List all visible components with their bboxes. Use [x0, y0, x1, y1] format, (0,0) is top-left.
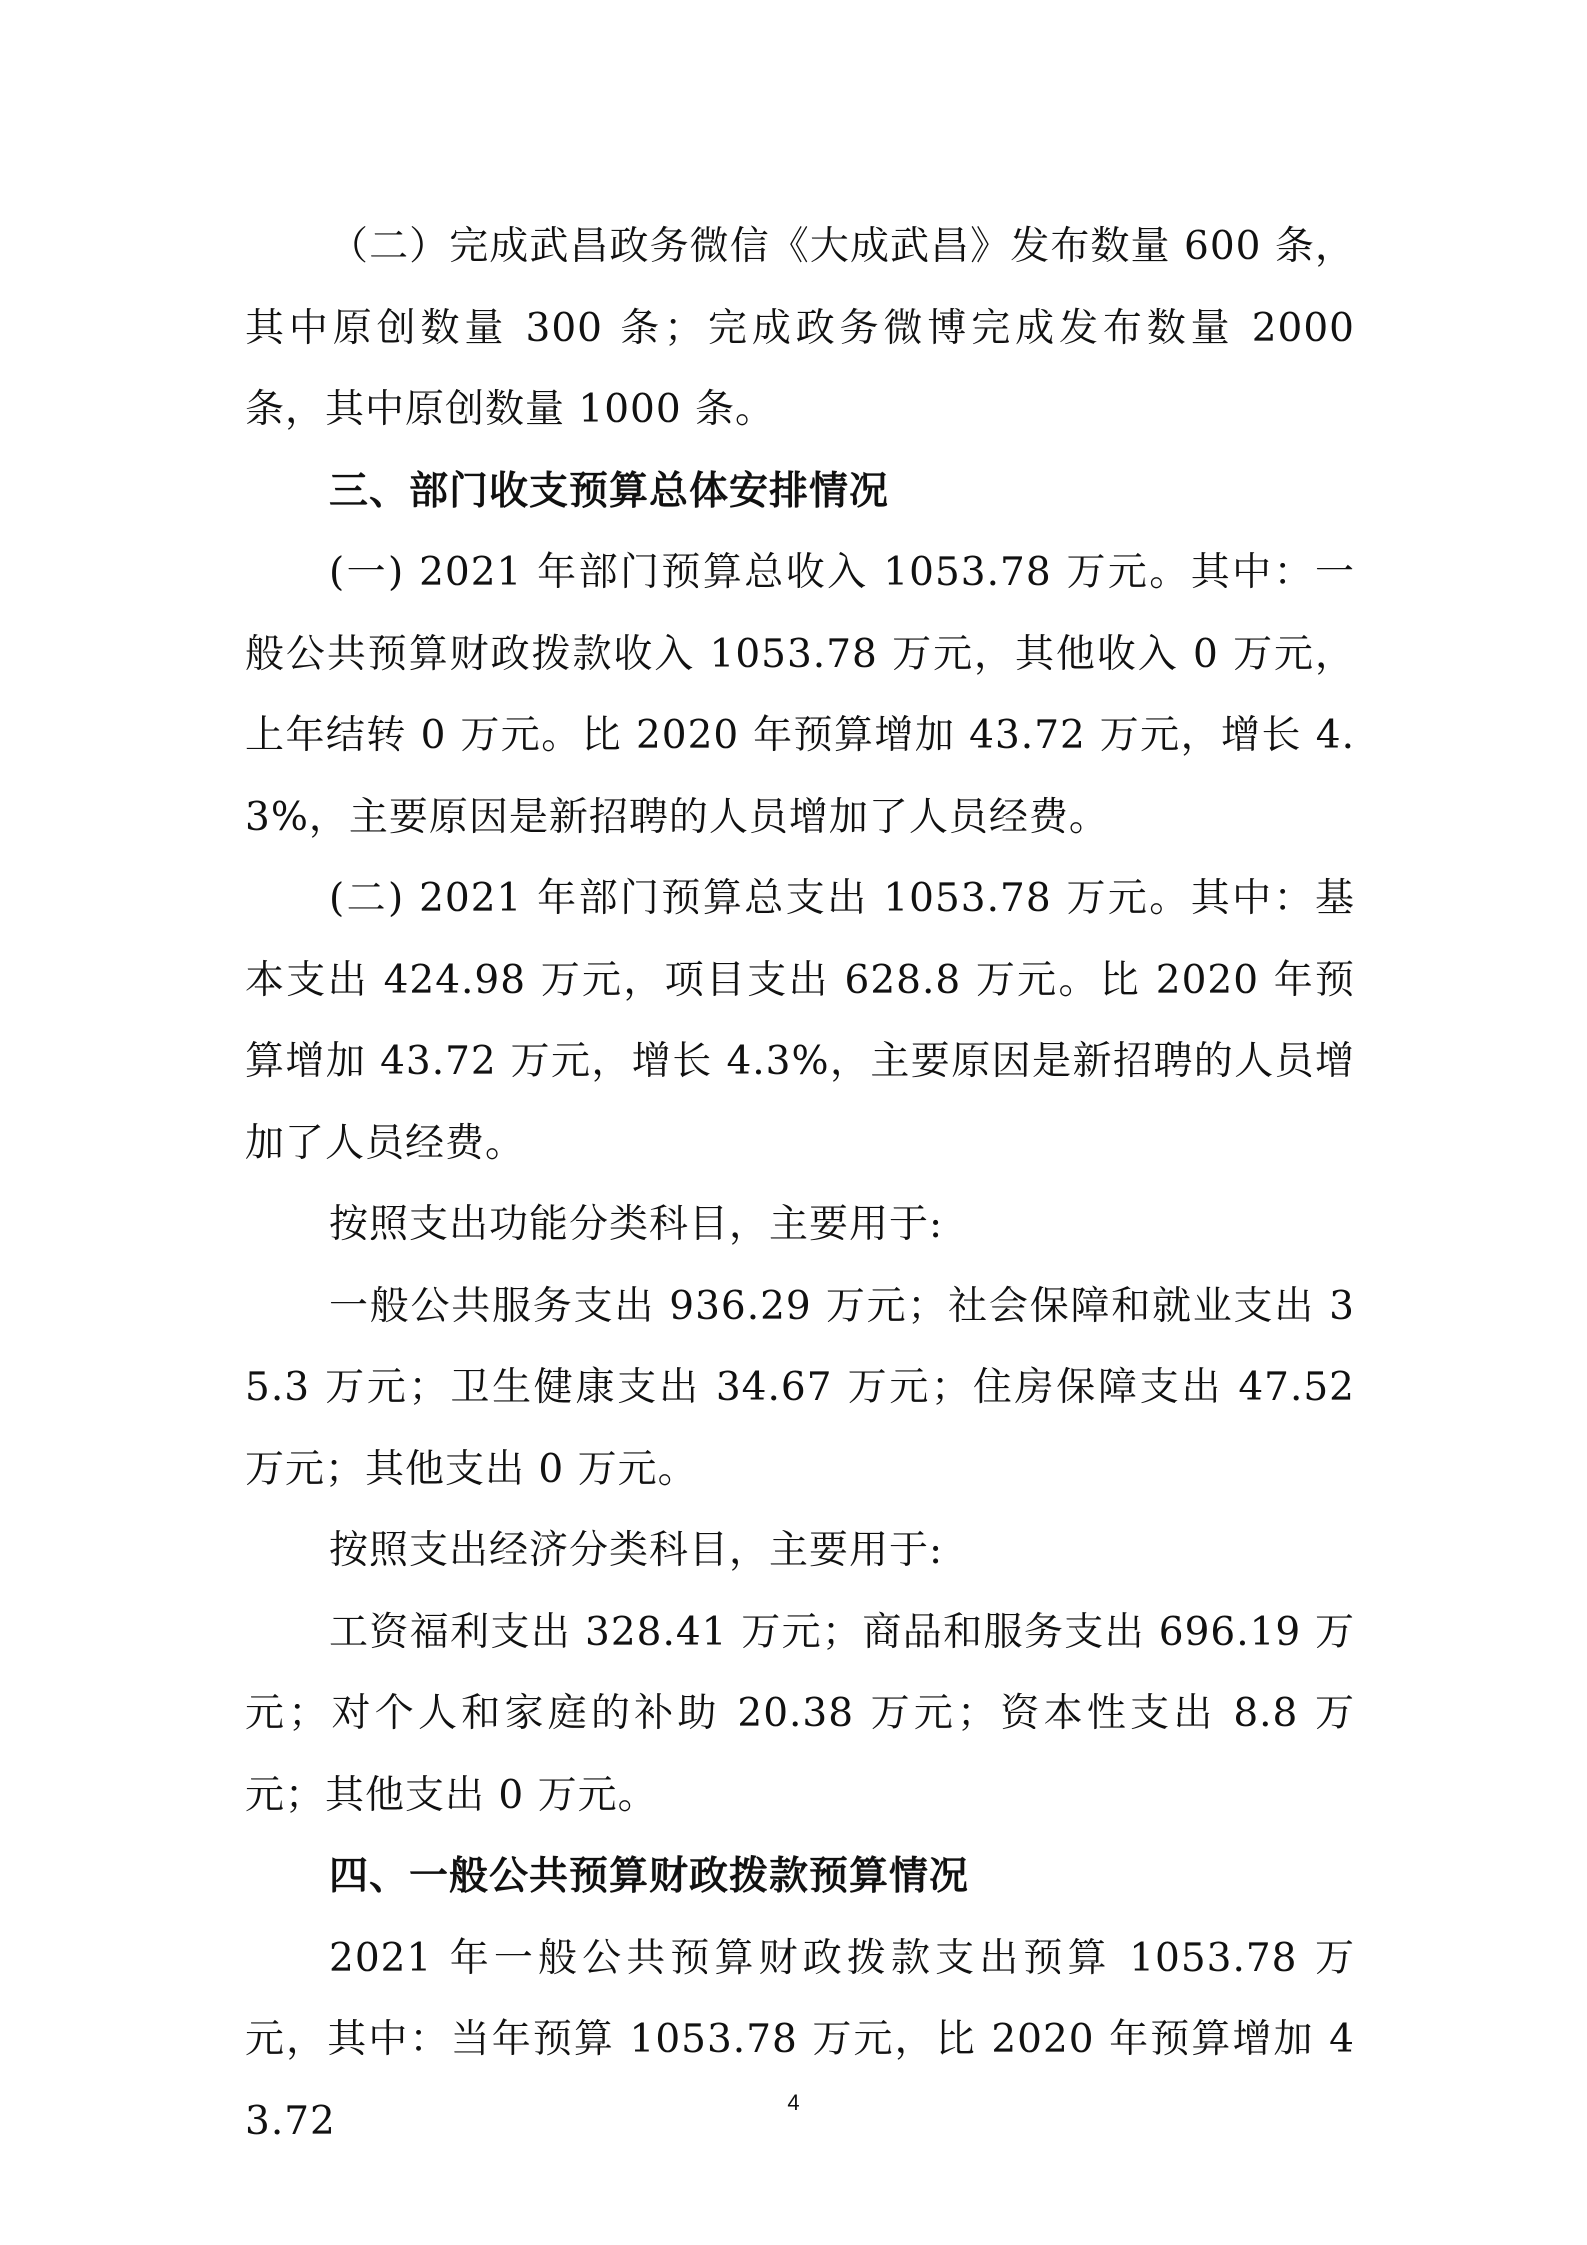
paragraph-functional-intro: 按照支出功能分类科目，主要用于: [329, 1202, 944, 1247]
document-body [245, 206, 1355, 2162]
paragraph-economic-breakdown: 工资福利支出 328.41 万元；商品和服务支出 696.19 万元；对个人和家庭的补助 20.38 万元；资本性支出 8.8 万元；其他支出 0 万元。 [245, 1609, 1355, 1818]
paragraph-total-expenditure: (二) 2021 年部门预算总支出 1053.78 万元。其中：基本支出 424.98 万元，项目支出 628.8 万元。比 2020 年预算增加 43.72 万元，增长 4.3%，主要原因是新招聘的人员增加了人员经费。 [245, 876, 1355, 1166]
page-number: 4 [787, 2090, 800, 2115]
paragraph-functional-breakdown: 一般公共服务支出 936.29 万元；社会保障和就业支出 35.3 万元；卫生健康支出 34.67 万元；住房保障支出 47.52 万元；其他支出 0 万元。 [245, 1283, 1355, 1492]
section-heading-4: 四、一般公共预算财政拨款预算情况 [329, 1854, 970, 1899]
paragraph-wechat-weibo-targets: （二）完成武昌政务微信《大成武昌》发布数量 600 条，其中原创数量 300 条；完成政务微博完成发布数量 2000 条，其中原创数量 1000 条。 [245, 224, 1355, 432]
paragraph-economic-intro: 按照支出经济分类科目，主要用于: [329, 1528, 944, 1573]
paragraph-general-budget: 2021 年一般公共预算财政拨款支出预算 1053.78 万元，其中：当年预算 1053.78 万元，比 2020 年预算增加 43.72 [245, 1935, 1355, 2144]
paragraph-total-income: (一) 2021 年部门预算总收入 1053.78 万元。其中：一般公共预算财政拨款收入 1053.78 万元，其他收入 0 万元，上年结转 0 万元。比 2020 年预算增加 43.72 万元，增长 4.3%，主要原因是新招聘的人员增加了人员经费。 [245, 550, 1355, 840]
section-heading-3: 三、部门收支预算总体安排情况 [329, 468, 890, 514]
